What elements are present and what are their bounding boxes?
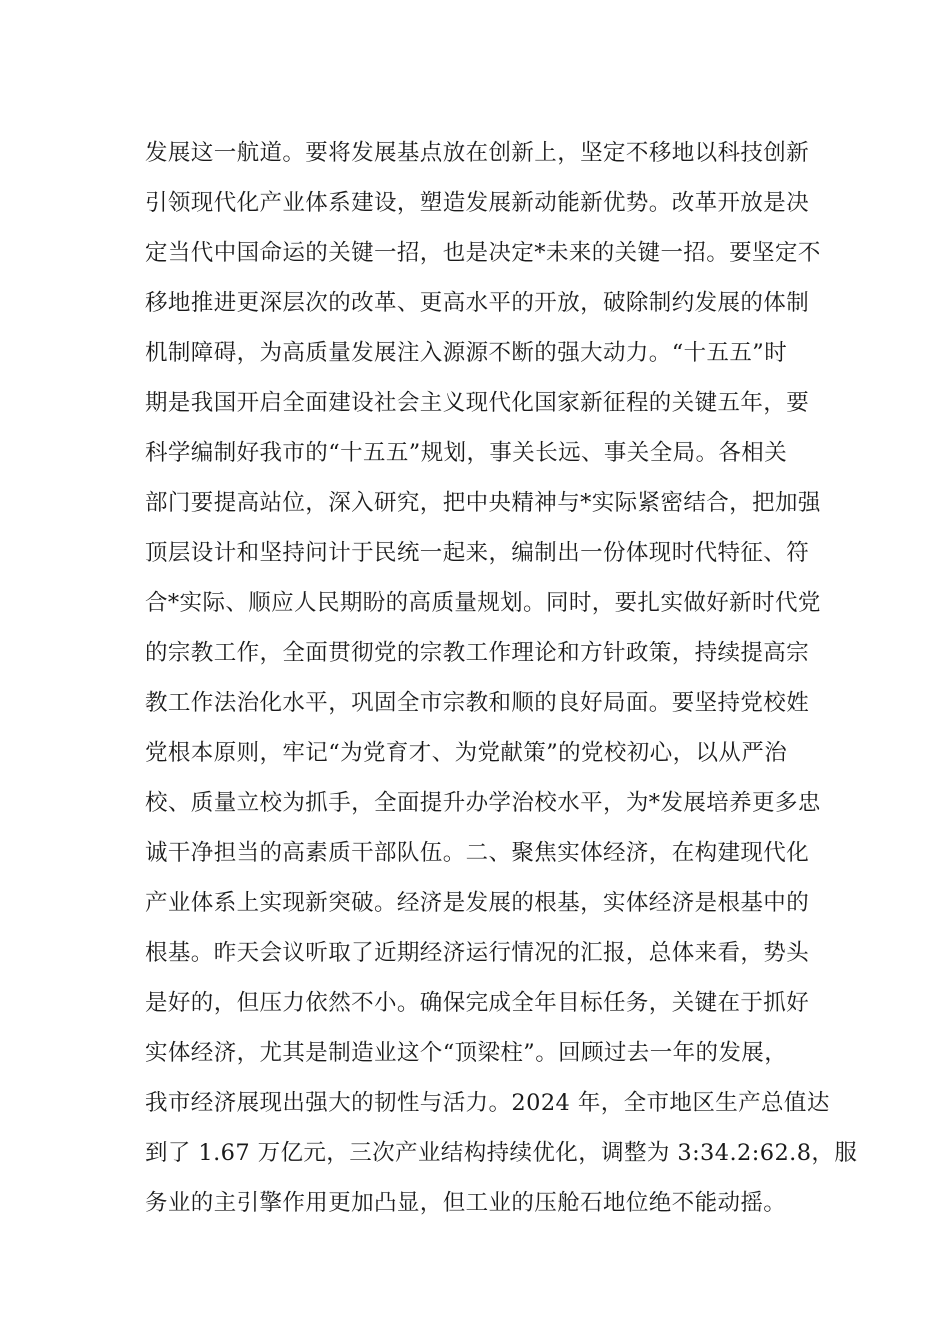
text-line: 实体经济，尤其是制造业这个“顶梁柱”。回顾过去一年的发展， [145, 1040, 788, 1066]
text-line: 顶层设计和坚持问计于民统一起来，编制出一份体现时代特征、符 [145, 540, 810, 566]
text-line: 校、质量立校为抓手，全面提升办学治校水平，为*发展培养更多忠 [145, 790, 821, 816]
text-line: 教工作法治化水平，巩固全市宗教和顺的良好局面。要坚持党校姓 [145, 690, 810, 716]
text-line: 到了 1.67 万亿元，三次产业结构持续优化，调整为 3:34.2:62.8，服 [145, 1140, 858, 1166]
text-line: 机制障碍，为高质量发展注入源源不断的强大动力。“十五五”时 [145, 340, 788, 366]
text-line: 引领现代化产业体系建设，塑造发展新动能新优势。改革开放是决 [145, 190, 810, 216]
text-line: 科学编制好我市的“十五五”规划，事关长远、事关全局。各相关 [145, 440, 788, 466]
text-line: 发展这一航道。要将发展基点放在创新上，坚定不移地以科技创新 [145, 140, 810, 166]
text-line: 的宗教工作，全面贯彻党的宗教工作理论和方针政策，持续提高宗 [145, 640, 810, 666]
text-line: 定当代中国命运的关键一招，也是决定*未来的关键一招。要坚定不 [145, 240, 821, 266]
text-line: 根基。昨天会议听取了近期经济运行情况的汇报，总体来看，势头 [145, 940, 810, 966]
text-line: 产业体系上实现新突破。经济是发展的根基，实体经济是根基中的 [145, 890, 810, 916]
text-line: 合*实际、顺应人民期盼的高质量规划。同时，要扎实做好新时代党 [145, 590, 821, 616]
text-line: 是好的，但压力依然不小。确保完成全年目标任务，关键在于抓好 [145, 990, 810, 1016]
text-line: 部门要提高站位，深入研究，把中央精神与*实际紧密结合，把加强 [145, 490, 821, 516]
body-text [145, 128, 858, 1228]
text-line: 移地推进更深层次的改革、更高水平的开放，破除制约发展的体制 [145, 290, 810, 316]
text-line: 我市经济展现出强大的韧性与活力。2024 年，全市地区生产总值达 [145, 1090, 830, 1116]
text-line: 诚干净担当的高素质干部队伍。二、聚焦实体经济，在构建现代化 [145, 840, 810, 866]
text-line: 党根本原则，牢记“为党育才、为党献策”的党校初心，以从严治 [145, 740, 788, 766]
text-line: 期是我国开启全面建设社会主义现代化国家新征程的关键五年，要 [145, 390, 810, 416]
text-line: 务业的主引擎作用更加凸显，但工业的压舱石地位绝不能动摇。 [145, 1190, 787, 1216]
